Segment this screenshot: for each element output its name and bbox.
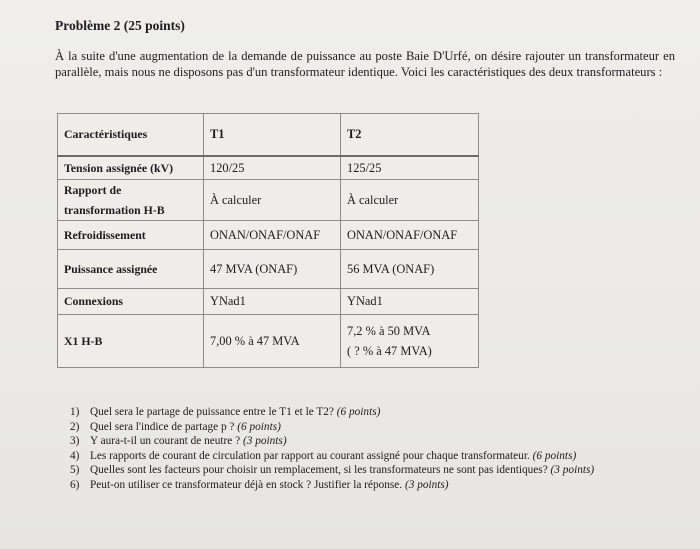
cell-t2-refroidissement: ONAN/ONAF/ONAF xyxy=(341,221,479,250)
question-points: (3 points) xyxy=(404,478,449,491)
cell-t2-tension: 125/25 xyxy=(341,156,479,180)
problem-title: Problème 2 (25 points) xyxy=(55,18,185,33)
question-text: Quel sera le partage de puissance entre le T1 et le T2? xyxy=(90,406,337,418)
table-row xyxy=(58,180,479,221)
cell-t1-tension: 120/25 xyxy=(204,156,341,180)
question-number: 2) xyxy=(70,420,80,433)
question-points: (3 points) xyxy=(550,464,595,476)
cell-t1-connexions: YNad1 xyxy=(204,289,341,315)
list-item xyxy=(70,405,682,420)
table-row xyxy=(58,156,479,180)
question-points: (6 points) xyxy=(237,420,281,433)
cell-t2-x1 xyxy=(341,315,479,368)
list-item xyxy=(70,434,682,449)
table-header-row xyxy=(58,114,479,157)
question-number: 6) xyxy=(70,478,80,491)
cell-t2-connexions: YNad1 xyxy=(341,289,479,315)
table-row xyxy=(58,289,479,315)
cell-t2-puissance: 56 MVA (ONAF) xyxy=(341,250,479,289)
row-label-refroidissement: Refroidissement xyxy=(58,221,204,250)
cell-t1-refroidissement: ONAN/ONAF/ONAF xyxy=(204,221,341,250)
row-label-connexions: Connexions xyxy=(58,289,204,315)
cell-t1-rapport: À calculer xyxy=(204,180,341,221)
list-item xyxy=(70,449,682,464)
row-label-x1: X1 H-B xyxy=(58,315,204,368)
question-text: Y aura-t-il un courant de neutre ? xyxy=(90,435,243,447)
question-number: 4) xyxy=(70,449,80,462)
cell-t2-x1-line1: 7,2 % à 50 MVA xyxy=(347,324,431,338)
question-text: Quelles sont les facteurs pour choisir un remplacement, si les transformateurs ne sont pas identiques? xyxy=(90,464,551,476)
transformer-specs-table xyxy=(57,113,479,368)
table-row xyxy=(58,221,479,250)
table-row xyxy=(58,250,479,289)
row-label-rapport-line1: Rapport de xyxy=(64,183,122,197)
question-points: (6 points) xyxy=(336,406,381,418)
question-text: Quel sera l'indice de partage p ? xyxy=(90,420,238,433)
questions-list xyxy=(70,405,682,492)
question-points: (3 points) xyxy=(242,435,287,447)
list-item xyxy=(70,463,682,478)
header-t1: T1 xyxy=(204,114,341,157)
cell-t1-x1: 7,00 % à 47 MVA xyxy=(204,315,341,368)
cell-t2-rapport: À calculer xyxy=(341,180,479,221)
question-number: 3) xyxy=(70,435,80,447)
cell-t2-x1-line2: ( ? % à 47 MVA) xyxy=(347,344,432,358)
list-item xyxy=(70,420,682,435)
row-label-puissance: Puissance assignée xyxy=(58,250,204,289)
list-item xyxy=(70,478,682,493)
header-t2: T2 xyxy=(341,114,479,157)
question-number: 5) xyxy=(70,464,80,476)
row-label-tension: Tension assignée (kV) xyxy=(58,156,204,180)
question-text: Les rapports de courant de circulation par rapport au courant assigné pour chaque transformateur. xyxy=(90,449,533,462)
question-number: 1) xyxy=(70,406,80,418)
intro-paragraph: À la suite d'une augmentation de la demande de puissance au poste Baie D'Urfé, on désire rajouter un transformateur en parallèle, mais nous ne disposons pas d'un transformateur identique. Voici les caractéristiques des deux transformateurs : xyxy=(55,49,675,79)
row-label-rapport xyxy=(58,180,204,221)
table-row xyxy=(58,315,479,368)
header-characteristics: Caractéristiques xyxy=(58,114,204,157)
row-label-rapport-line2: transformation H-B xyxy=(64,203,165,217)
question-points: (6 points) xyxy=(532,449,577,462)
cell-t1-puissance: 47 MVA (ONAF) xyxy=(204,250,341,289)
question-text: Peut-on utiliser ce transformateur déjà en stock ? Justifier la réponse. xyxy=(90,478,405,491)
